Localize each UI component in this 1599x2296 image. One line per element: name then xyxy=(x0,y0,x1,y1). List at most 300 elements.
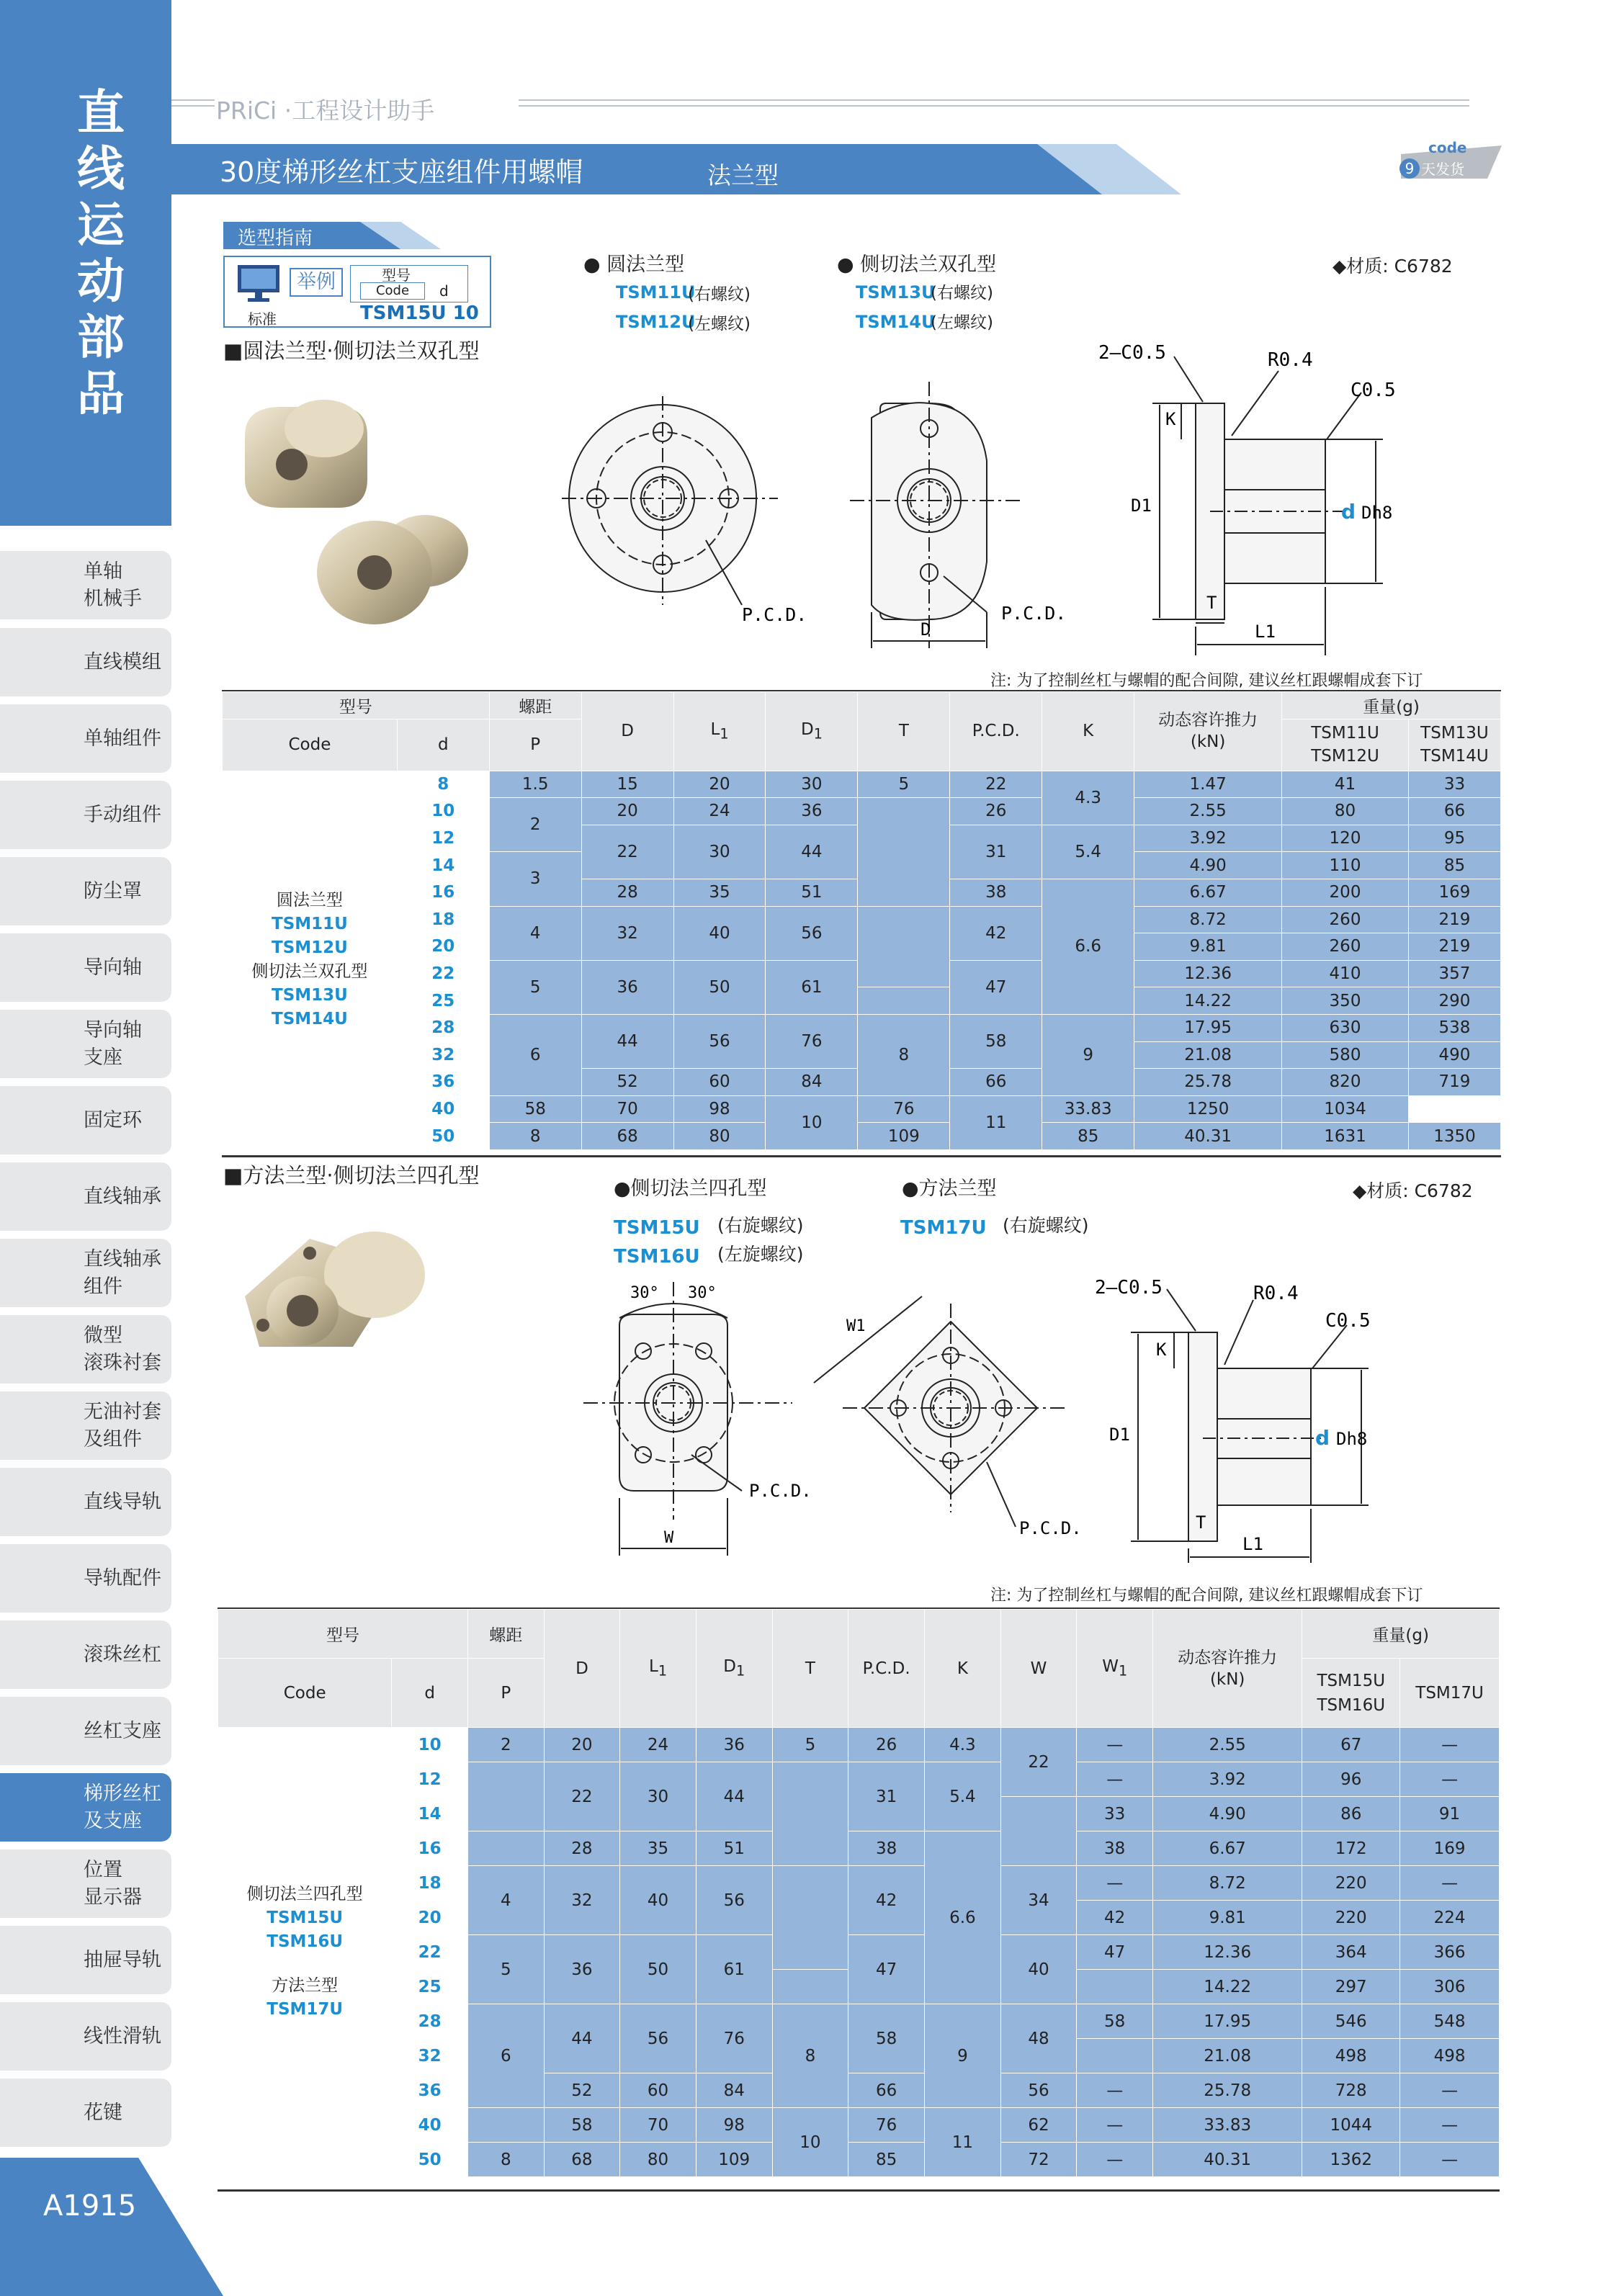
table-cell: 48 xyxy=(1000,2004,1077,2073)
table-cell: 58 xyxy=(1077,2004,1153,2039)
d-value: 40 xyxy=(397,1095,489,1123)
table-cell xyxy=(772,1762,848,1866)
spec-table-2 xyxy=(218,1609,1500,2177)
d-value: 14 xyxy=(392,1797,468,1831)
table-cell xyxy=(1077,2039,1153,2073)
section2-heading: ■方法兰型·侧切法兰四孔型 xyxy=(223,1163,480,1188)
table-cell: 58 xyxy=(544,2108,620,2143)
sidebar-item-11[interactable]: 无油衬套 及组件 xyxy=(0,1391,171,1460)
flange-section-drawing xyxy=(1088,338,1396,648)
table-cell: 498 xyxy=(1400,2039,1500,2073)
table-cell xyxy=(772,1866,848,1970)
table-cell: 290 xyxy=(1408,987,1500,1015)
sidebar-item-13[interactable]: 导轨配件 xyxy=(0,1544,171,1613)
table2-bottom-rule xyxy=(218,2189,1500,2192)
example-model-label: 型号 xyxy=(382,266,411,284)
chamfer1-label: 2—C0.5 xyxy=(1098,342,1166,364)
table-row xyxy=(218,2073,1500,2108)
table-cell: 25.78 xyxy=(1153,2073,1302,2108)
table-cell: 85 xyxy=(848,2143,925,2177)
table-cell: 31 xyxy=(848,1762,925,1831)
table-cell: 6 xyxy=(489,1014,581,1095)
badge-days: 9 xyxy=(1405,160,1415,177)
table-cell: 297 xyxy=(1302,1970,1400,2004)
pcd-label: P.C.D. xyxy=(1001,603,1067,624)
table-cell: 34 xyxy=(1000,1866,1077,1935)
code-group-line: TSM15U xyxy=(266,1909,344,1927)
th-D1: $D_1$ xyxy=(766,692,858,771)
th-weight: 重量(g) xyxy=(1282,692,1501,719)
table-cell: — xyxy=(1400,1762,1500,1797)
table-row xyxy=(218,1831,1500,1866)
code-tsm14u-note: (左螺纹) xyxy=(931,313,993,332)
badge-label: 天发货 xyxy=(1421,161,1464,178)
sidebar-item-0[interactable]: 单轴 机械手 xyxy=(0,551,171,619)
table-cell: 51 xyxy=(696,1831,772,1866)
table-cell: 26 xyxy=(848,1728,925,1762)
sidebar-item-15[interactable]: 丝杠支座 xyxy=(0,1697,171,1765)
flange-section-drawing-2 xyxy=(1088,1275,1390,1570)
table-cell: 5.4 xyxy=(1042,825,1134,879)
table-cell xyxy=(772,1970,848,2004)
table-cell: 80 xyxy=(620,2143,697,2177)
table-cell: 36 xyxy=(766,798,858,825)
table-cell: 47 xyxy=(848,1935,925,2004)
table-cell xyxy=(858,987,950,1015)
code-group-line: TSM17U xyxy=(266,2000,344,2019)
code-group-line: TSM12U xyxy=(272,938,348,958)
table-cell: 40.31 xyxy=(1153,2143,1302,2177)
d-dim-label: D xyxy=(921,619,931,640)
table-cell: — xyxy=(1077,2143,1153,2177)
table-cell: 30 xyxy=(673,825,766,879)
table-cell: 169 xyxy=(1408,879,1500,906)
table-cell: 32 xyxy=(544,1866,620,1935)
round-flange-drawing xyxy=(562,389,807,634)
th-model: 型号 xyxy=(223,692,490,719)
table-cell: 410 xyxy=(1282,960,1409,987)
sidebar-item-5[interactable]: 导向轴 xyxy=(0,933,171,1002)
th-p: P xyxy=(468,1659,545,1728)
type-side-cut4-label: ●侧切法兰四孔型 xyxy=(614,1178,767,1200)
table-cell: 2 xyxy=(468,1728,545,1762)
d-value: 12 xyxy=(397,825,489,852)
d-value: 25 xyxy=(392,1970,468,2004)
table-cell: 80 xyxy=(1282,798,1409,825)
d-value: 14 xyxy=(397,852,489,879)
table-cell: 12.36 xyxy=(1134,960,1282,987)
table-cell: 17.95 xyxy=(1153,2004,1302,2039)
table-cell: — xyxy=(1400,1728,1500,1762)
sidebar-item-17[interactable]: 位置 显示器 xyxy=(0,1849,171,1918)
d-value: 32 xyxy=(397,1041,489,1069)
table-cell: 66 xyxy=(950,1069,1042,1096)
table-cell: 8 xyxy=(489,1123,581,1150)
th-weight-a: TSM11U TSM12U xyxy=(1282,719,1409,771)
table-row xyxy=(218,1935,1500,1970)
table-cell: 11 xyxy=(925,2108,1001,2177)
sidebar-item-1[interactable]: 直线模组 xyxy=(0,628,171,696)
th-K: K xyxy=(925,1610,1001,1728)
table-cell: 33.83 xyxy=(1153,2108,1302,2143)
table-cell xyxy=(1077,1970,1153,2004)
table-cell: 8 xyxy=(772,2004,848,2108)
table-cell: 67 xyxy=(1302,1728,1400,1762)
table-cell: 33.83 xyxy=(1042,1095,1134,1123)
selection-guide-label: 选型指南 xyxy=(238,228,313,249)
example-sample: TSM15U 10 xyxy=(360,302,479,324)
d-value: 36 xyxy=(392,2073,468,2108)
d-value: 10 xyxy=(392,1728,468,1762)
table-row xyxy=(223,1014,1501,1041)
code-group-line: TSM13U xyxy=(272,986,348,1005)
th-T: T xyxy=(772,1610,848,1728)
table-cell: 10 xyxy=(766,1095,858,1149)
table-cell: 20 xyxy=(544,1728,620,1762)
table-cell: — xyxy=(1077,1728,1153,1762)
table-cell: 9.81 xyxy=(1134,933,1282,961)
table-cell: 50 xyxy=(620,1935,697,2004)
code-group-line: TSM11U xyxy=(272,915,348,934)
table-cell: 21.08 xyxy=(1153,2039,1302,2073)
table-cell: 9 xyxy=(925,2004,1001,2108)
table-cell: 169 xyxy=(1400,1831,1500,1866)
table-row xyxy=(223,798,1501,825)
page-number-tab xyxy=(0,2158,223,2296)
code-group-line: 圆法兰型 xyxy=(276,891,343,910)
table-row xyxy=(218,1866,1500,1901)
table-cell xyxy=(858,798,950,906)
d1-label: D1 xyxy=(1109,1425,1130,1445)
th-D: D xyxy=(544,1610,620,1728)
table-row xyxy=(218,1728,1500,1762)
table-cell: 40 xyxy=(620,1866,697,1935)
table-row xyxy=(218,2004,1500,2039)
type-round-name: 圆法兰型 xyxy=(606,254,685,276)
type-side-cut-name: 侧切法兰双孔型 xyxy=(860,254,997,276)
radius-label: R0.4 xyxy=(1253,1283,1299,1304)
code-group-line: 方法兰型 xyxy=(272,1976,339,1995)
table1-bottom-rule xyxy=(222,1155,1501,1157)
d-value: 20 xyxy=(392,1901,468,1935)
bullet-icon: ● xyxy=(837,254,861,276)
table-cell: 50 xyxy=(673,960,766,1014)
table-row xyxy=(223,1123,1501,1150)
l1-label: L1 xyxy=(1255,622,1276,642)
table-cell: — xyxy=(1077,1762,1153,1797)
table-cell: 62 xyxy=(1000,2108,1077,2143)
table-cell: 6 xyxy=(468,2004,545,2108)
th-weight-b: TSM13U TSM14U xyxy=(1408,719,1500,771)
t-label: T xyxy=(1196,1512,1206,1533)
k-label: K xyxy=(1156,1340,1167,1360)
th-weight: 重量(g) xyxy=(1302,1610,1500,1659)
th-weight-a: TSM15U TSM16U xyxy=(1302,1659,1400,1728)
table-cell: 38 xyxy=(950,879,1042,906)
side-cut4-flange-drawing xyxy=(576,1275,821,1563)
table-cell: 5 xyxy=(772,1728,848,1762)
table-cell: 86 xyxy=(1302,1797,1400,1831)
table-cell: 38 xyxy=(1077,1831,1153,1866)
standard-label: 标准 xyxy=(248,310,277,328)
th-pcd: P.C.D. xyxy=(950,692,1042,771)
table-cell: 546 xyxy=(1302,2004,1400,2039)
sidebar-item-16[interactable]: 梯形丝杠 及支座 xyxy=(0,1773,171,1842)
table-cell: 98 xyxy=(673,1095,766,1123)
table-cell: 172 xyxy=(1302,1831,1400,1866)
d-label: d xyxy=(1315,1426,1330,1450)
th-pcd: P.C.D. xyxy=(848,1610,925,1728)
table-cell: 3.92 xyxy=(1134,825,1282,852)
table-cell: 5 xyxy=(858,771,950,798)
example-label: 举例 xyxy=(290,268,343,297)
pcd-label: P.C.D. xyxy=(1019,1518,1082,1538)
th-pitch: 螺距 xyxy=(489,692,581,719)
table-cell: 11 xyxy=(950,1095,1042,1149)
table-cell: 91 xyxy=(1400,1797,1500,1831)
table-cell: 8 xyxy=(468,2143,545,2177)
chamfer2-label: C0.5 xyxy=(1325,1310,1371,1332)
table-cell: 1362 xyxy=(1302,2143,1400,2177)
square-flange-drawing xyxy=(800,1296,1088,1563)
delivery-badge xyxy=(1394,141,1502,184)
table-cell: 31 xyxy=(950,825,1042,879)
example-d-label: d xyxy=(439,282,449,300)
pcd-label: P.C.D. xyxy=(749,1481,812,1501)
sidebar-item-8[interactable]: 直线轴承 xyxy=(0,1162,171,1231)
sidebar-item-14[interactable]: 滚珠丝杠 xyxy=(0,1620,171,1689)
table-cell: 28 xyxy=(581,879,673,906)
th-code: Code xyxy=(218,1659,392,1728)
brand-rule xyxy=(171,105,215,107)
sidebar-item-7[interactable]: 固定环 xyxy=(0,1086,171,1154)
page-number: A1915 xyxy=(43,2189,137,2223)
table-cell: 820 xyxy=(1282,1069,1409,1096)
table-cell: 44 xyxy=(696,1762,772,1831)
table-cell: 70 xyxy=(581,1095,673,1123)
table-cell: 52 xyxy=(544,2073,620,2108)
table-cell: 109 xyxy=(858,1123,950,1150)
table-cell: 56 xyxy=(766,906,858,960)
d-label: d xyxy=(1341,500,1356,524)
table-cell: 14.22 xyxy=(1134,987,1282,1015)
table-cell: 44 xyxy=(544,2004,620,2073)
th-D1: $D_1$ xyxy=(696,1610,772,1728)
table-cell xyxy=(468,2108,545,2143)
th-code: Code xyxy=(223,719,398,771)
code-tsm17u-note: (右旋螺纹) xyxy=(1003,1215,1089,1236)
sidebar-item-10[interactable]: 微型 滚珠衬套 xyxy=(0,1315,171,1384)
table-cell: 44 xyxy=(581,1014,673,1068)
table-cell: 76 xyxy=(766,1014,858,1068)
sidebar-item-2[interactable]: 单轴组件 xyxy=(0,704,171,773)
table-cell: 17.95 xyxy=(1134,1014,1282,1041)
table-cell: 56 xyxy=(673,1014,766,1068)
table-cell: 41 xyxy=(1282,771,1409,798)
sidebar-item-12[interactable]: 直线导轨 xyxy=(0,1468,171,1536)
code-tsm13u-note: (右螺纹) xyxy=(931,284,993,302)
table-cell: 8.72 xyxy=(1153,1866,1302,1901)
table-cell: 68 xyxy=(581,1123,673,1150)
table-cell: 68 xyxy=(544,2143,620,2177)
d-value: 8 xyxy=(397,771,489,798)
table-cell: 5.4 xyxy=(925,1762,1001,1831)
table-cell: 76 xyxy=(848,2108,925,2143)
table-cell: 8 xyxy=(858,1014,950,1095)
table-cell: 47 xyxy=(1077,1935,1153,1970)
table-cell: 47 xyxy=(950,960,1042,1014)
monitor-icon xyxy=(235,264,288,305)
table-cell: 85 xyxy=(1408,852,1500,879)
brand-logo-text: PRiCi ·工程设计助手 xyxy=(216,97,435,125)
table-cell: 36 xyxy=(696,1728,772,1762)
table-cell: 85 xyxy=(1042,1123,1134,1150)
d-value: 20 xyxy=(397,933,489,961)
table-cell: 42 xyxy=(1077,1901,1153,1935)
table-cell: 22 xyxy=(581,825,673,879)
table-cell: — xyxy=(1077,1866,1153,1901)
d-value: 16 xyxy=(392,1831,468,1866)
table-cell: 30 xyxy=(766,771,858,798)
sidebar-item-9[interactable]: 直线轴承 组件 xyxy=(0,1239,171,1307)
th-d: d xyxy=(397,719,489,771)
dh8-label: Dh8 xyxy=(1361,503,1393,523)
code-tsm15u-note: (右旋螺纹) xyxy=(717,1215,804,1236)
code-group-line: 侧切法兰双孔型 xyxy=(251,962,368,982)
table-cell: 51 xyxy=(766,879,858,906)
d-value: 12 xyxy=(392,1762,468,1797)
sidebar-item-3[interactable]: 手动组件 xyxy=(0,781,171,849)
table-row xyxy=(218,2108,1500,2143)
sidebar-item-19[interactable]: 线性滑轨 xyxy=(0,2002,171,2071)
table-cell: 22 xyxy=(950,771,1042,798)
th-K: K xyxy=(1042,692,1134,771)
sidebar-item-20[interactable]: 花键 xyxy=(0,2078,171,2147)
code-tsm11u: TSM11U xyxy=(616,282,696,302)
page-subtitle: 法兰型 xyxy=(707,161,779,189)
code-tsm16u-note: (左旋螺纹) xyxy=(717,1244,804,1265)
table-cell: 1350 xyxy=(1408,1123,1500,1150)
d-value: 32 xyxy=(392,2039,468,2073)
brand-rule xyxy=(519,105,1469,107)
table-cell: 220 xyxy=(1302,1901,1400,1935)
table-cell: 260 xyxy=(1282,906,1409,933)
table-cell: 38 xyxy=(848,1831,925,1866)
table-cell: — xyxy=(1400,2108,1500,2143)
table-cell: 24 xyxy=(620,1728,697,1762)
type-round-label xyxy=(583,248,684,277)
table-cell: 61 xyxy=(766,960,858,1014)
sidebar-item-18[interactable]: 抽屉导轨 xyxy=(0,1926,171,1994)
table-cell: 120 xyxy=(1282,825,1409,852)
th-force: 动态容许推力 (kN) xyxy=(1134,692,1282,771)
table-cell: — xyxy=(1400,2143,1500,2177)
table-cell: 4.3 xyxy=(925,1728,1001,1762)
sidebar-item-6[interactable]: 导向轴 支座 xyxy=(0,1010,171,1078)
code-tsm15u: TSM15U xyxy=(614,1217,700,1239)
type-square-label: ●方法兰型 xyxy=(902,1178,997,1200)
th-pitch: 螺距 xyxy=(468,1610,545,1659)
table-cell: 548 xyxy=(1400,2004,1500,2039)
section2-note: 注: 为了控制丝杠与螺帽的配合间隙, 建议丝杠跟螺帽成套下订 xyxy=(990,1587,1423,1605)
table-cell: 6.6 xyxy=(925,1831,1001,2004)
code-group-line xyxy=(218,1954,391,1974)
table-cell: 4.90 xyxy=(1153,1797,1302,1831)
table-cell: 21.08 xyxy=(1134,1041,1282,1069)
code-tsm16u: TSM16U xyxy=(614,1246,700,1268)
table-cell: 56 xyxy=(620,2004,697,2073)
table-cell: 3.92 xyxy=(1153,1762,1302,1797)
table-cell: 1631 xyxy=(1282,1123,1409,1150)
th-model: 型号 xyxy=(218,1610,468,1659)
d-value: 36 xyxy=(397,1069,489,1096)
table-cell: 76 xyxy=(858,1095,950,1123)
th-L1: $L_1$ xyxy=(673,692,766,771)
table-cell: 728 xyxy=(1302,2073,1400,2108)
code-group-line: TSM16U xyxy=(266,1932,344,1951)
table-cell: 1034 xyxy=(1282,1095,1409,1123)
table-cell: 8.72 xyxy=(1134,906,1282,933)
table-cell: 44 xyxy=(766,825,858,879)
table-cell: 4.90 xyxy=(1134,852,1282,879)
d-value: 16 xyxy=(397,879,489,906)
table-cell: 24 xyxy=(673,798,766,825)
table-cell: 66 xyxy=(1408,798,1500,825)
table-cell: 56 xyxy=(1000,2073,1077,2108)
table-row xyxy=(218,2143,1500,2177)
d-value: 18 xyxy=(397,906,489,933)
code-group-cell xyxy=(218,1728,392,2177)
table-cell: 32 xyxy=(581,906,673,960)
sidebar-item-4[interactable]: 防尘罩 xyxy=(0,857,171,925)
table-cell: — xyxy=(1077,2108,1153,2143)
th-p: P xyxy=(489,719,581,771)
spec-table-1 xyxy=(222,691,1501,1150)
table-cell: 98 xyxy=(696,2108,772,2143)
th-d: d xyxy=(392,1659,468,1728)
radius-label: R0.4 xyxy=(1268,349,1313,371)
th-L1: $L_1$ xyxy=(620,1610,697,1728)
table-row xyxy=(223,1095,1501,1123)
table-cell: 2.55 xyxy=(1153,1728,1302,1762)
table-cell: 260 xyxy=(1282,933,1409,961)
table-cell: 76 xyxy=(696,2004,772,2073)
chamfer1-label: 2—C0.5 xyxy=(1095,1277,1163,1299)
th-W: W xyxy=(1000,1610,1077,1728)
table-cell: 5 xyxy=(489,960,581,1014)
table-cell: 22 xyxy=(1000,1728,1077,1797)
code-tsm12u: TSM12U xyxy=(616,312,696,332)
table-cell: 22 xyxy=(544,1762,620,1831)
table-cell: 28 xyxy=(544,1831,620,1866)
pcd-label: P.C.D. xyxy=(742,604,807,625)
dh8-label: Dh8 xyxy=(1336,1429,1368,1449)
table-cell: 96 xyxy=(1302,1762,1400,1797)
table-cell: 12.36 xyxy=(1153,1935,1302,1970)
table-cell: 6.67 xyxy=(1153,1831,1302,1866)
table-cell: 306 xyxy=(1400,1970,1500,2004)
table-cell: 630 xyxy=(1282,1014,1409,1041)
table-cell: 580 xyxy=(1282,1041,1409,1069)
d-value: 50 xyxy=(392,2143,468,2177)
table-cell: 58 xyxy=(489,1095,581,1123)
table-row xyxy=(223,987,1501,1015)
code-group-line: TSM14U xyxy=(272,1010,348,1029)
th-force: 动态容许推力 (kN) xyxy=(1153,1610,1302,1728)
bullet-icon: ● xyxy=(583,254,607,276)
product-photo-square xyxy=(230,1224,447,1404)
table-cell: 60 xyxy=(620,2073,697,2108)
